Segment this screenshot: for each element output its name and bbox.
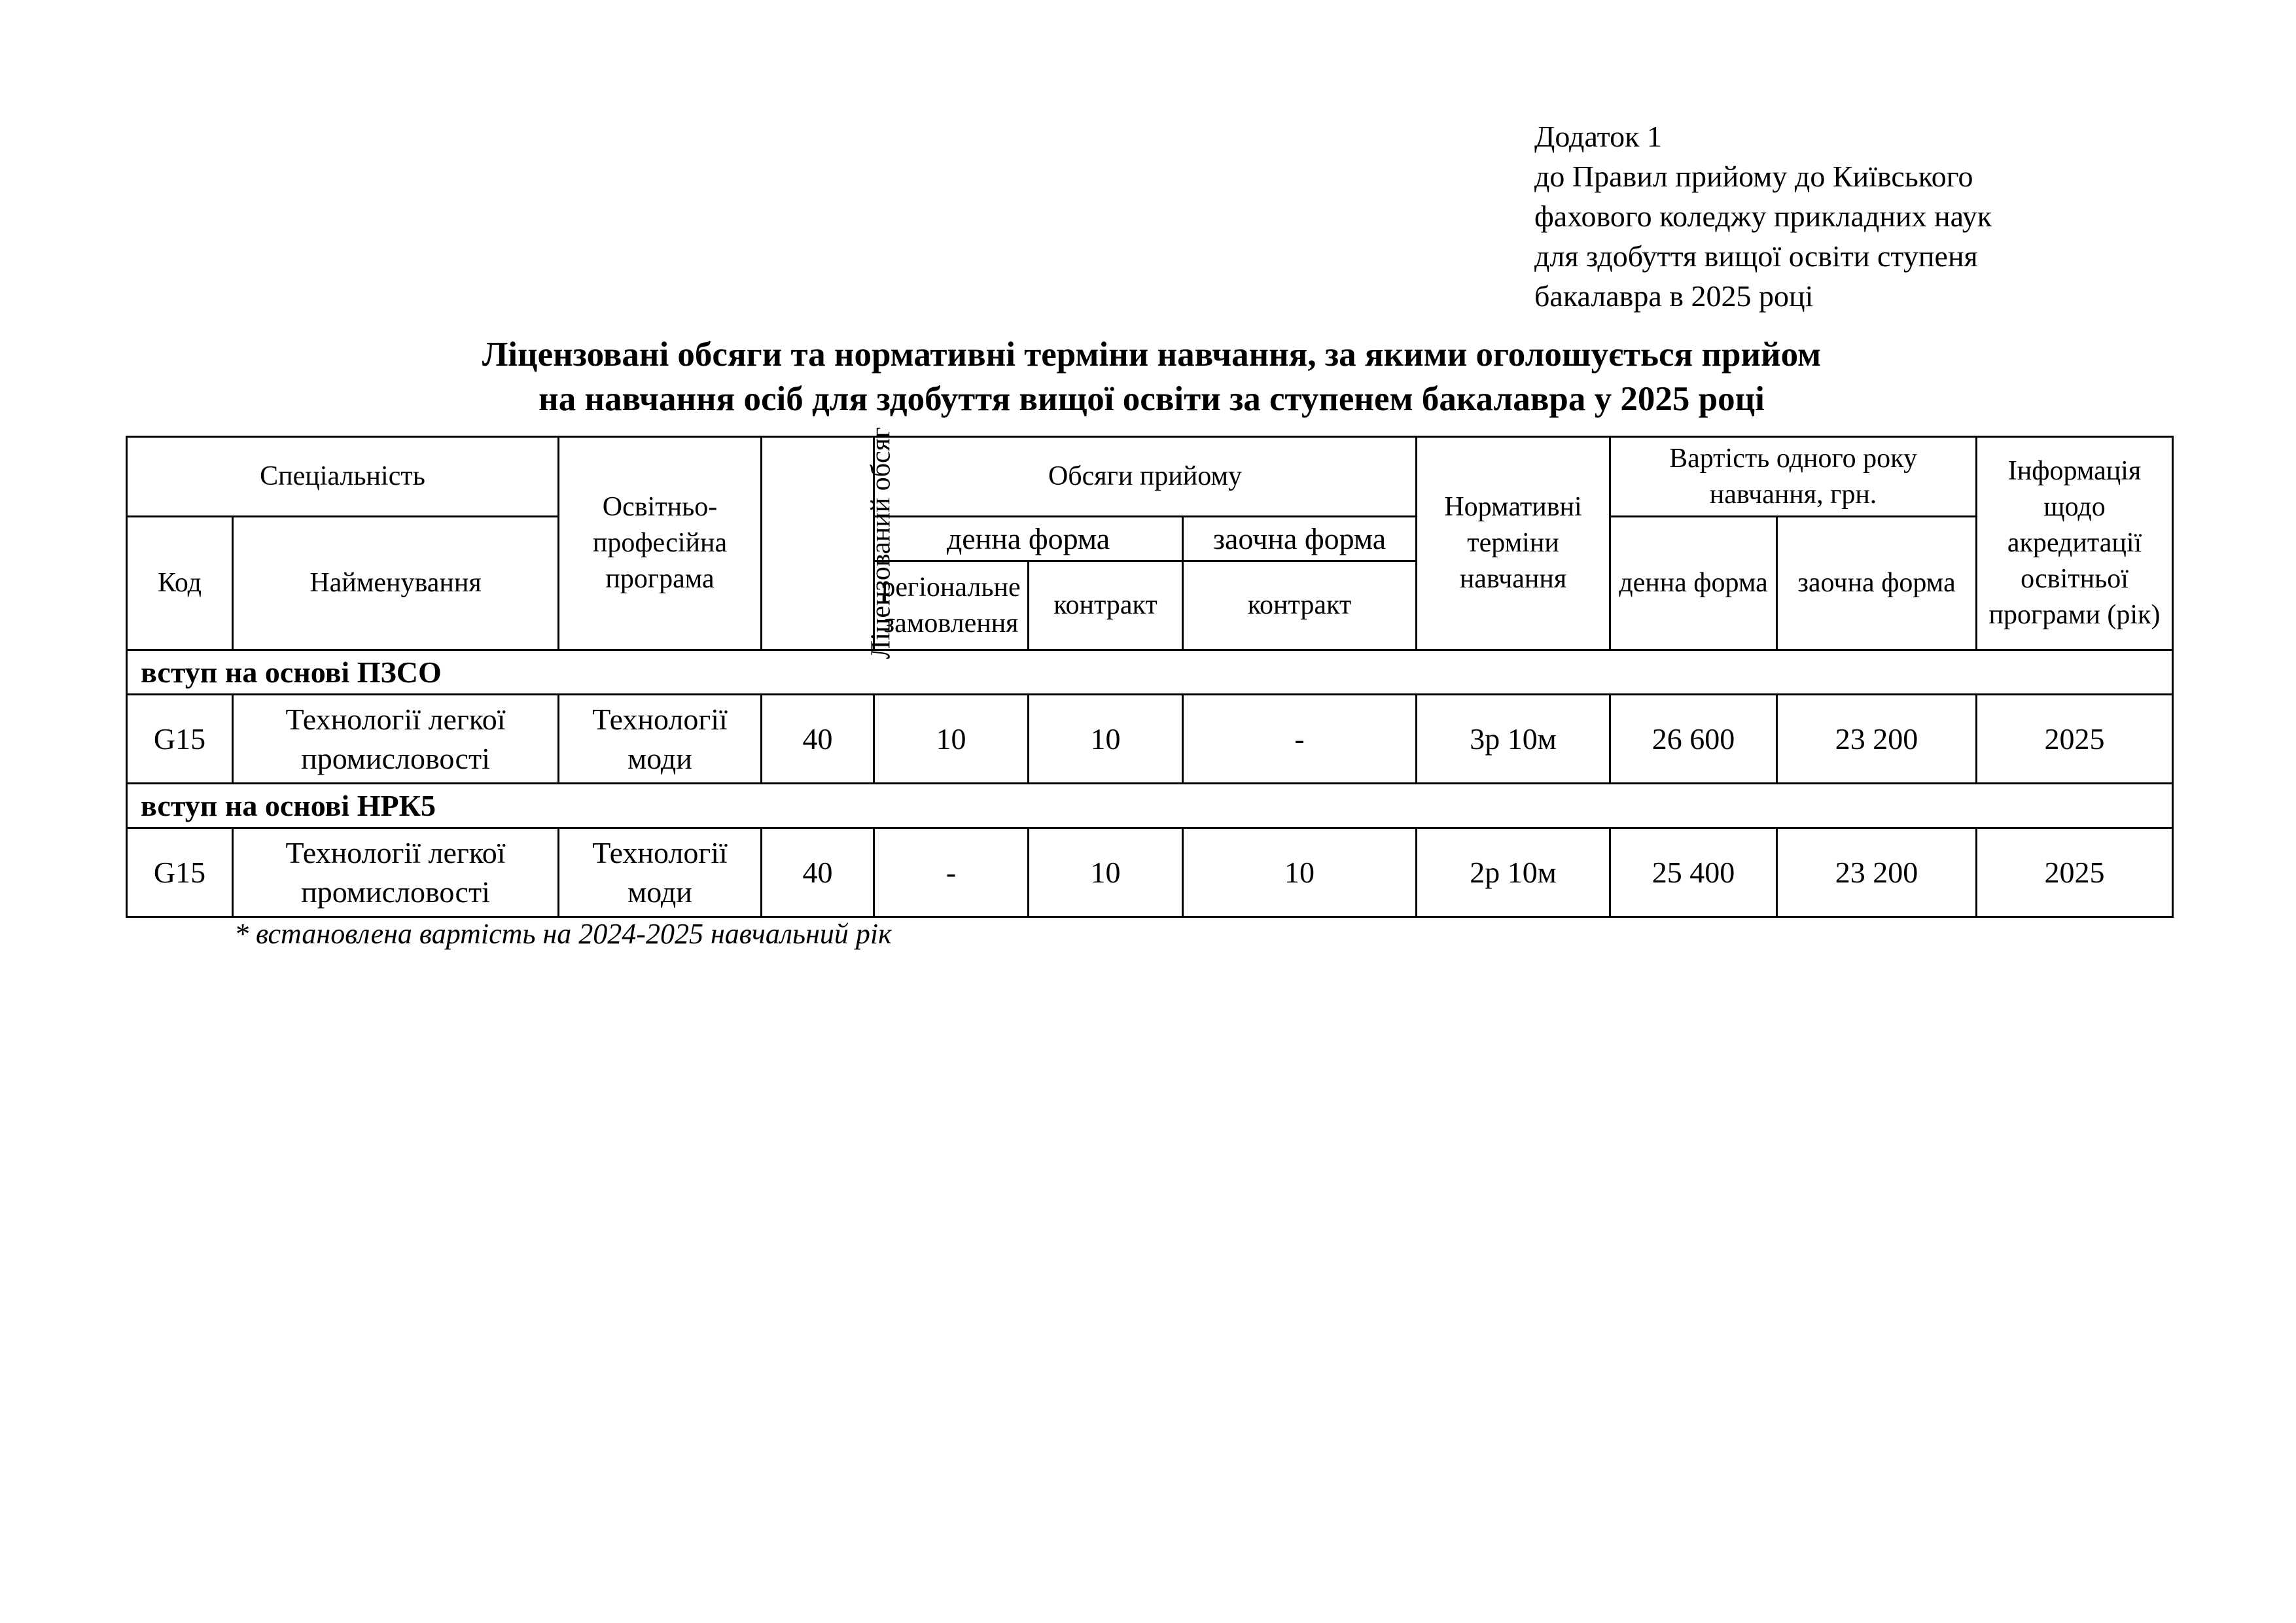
title-line: на навчання осіб для здобуття вищої освіти за ступенем бакалавра у 2025 році	[539, 380, 1765, 418]
header-code: Код	[127, 517, 233, 650]
annex-block	[1534, 116, 2123, 316]
cell-cost-day: 26 600	[1610, 695, 1777, 784]
cell-program: Технології моди	[559, 828, 762, 917]
section-header: вступ на основі НРК5	[127, 784, 2173, 828]
cell-accreditation: 2025	[1977, 695, 2173, 784]
cell-cost-extramural: 23 200	[1777, 695, 1977, 784]
cell-code: G15	[127, 828, 233, 917]
cell-cost-extramural: 23 200	[1777, 828, 1977, 917]
cell-regional: 10	[874, 695, 1029, 784]
cell-contract-day: 10	[1029, 828, 1183, 917]
annex-line: Додаток 1	[1534, 120, 1663, 153]
header-specialty: Спеціальність	[127, 437, 559, 517]
document-title	[124, 332, 2179, 421]
annex-line: до Правил прийому до Київського	[1534, 160, 1973, 193]
header-extramural-form: заочна форма	[1183, 517, 1417, 561]
annex-line: бакалавра в 2025 році	[1534, 279, 1814, 313]
title-line: Ліцензовані обсяги та нормативні терміни навчання, за якими оголошується прийом	[482, 336, 1822, 374]
cell-accreditation: 2025	[1977, 828, 2173, 917]
cell-name: Технології легкої промисловості	[233, 695, 559, 784]
header-program: Освітньо-професійна програма	[559, 437, 762, 650]
cell-code: G15	[127, 695, 233, 784]
table-row	[127, 828, 2173, 917]
header-licensed-text: Ліцензований обсяг	[866, 427, 896, 659]
cell-licensed: 40	[762, 695, 874, 784]
cell-contract-extramural: 10	[1183, 828, 1417, 917]
cell-name: Технології легкої промисловості	[233, 828, 559, 917]
section-header: вступ на основі ПЗСО	[127, 650, 2173, 695]
header-regional-order: регіональне замовлення	[874, 561, 1029, 650]
header-cost-day: денна форма	[1610, 517, 1777, 650]
cell-contract-extramural: -	[1183, 695, 1417, 784]
header-annual-cost: Вартість одного року навчання, грн.	[1610, 437, 1977, 517]
admission-table	[126, 427, 2174, 918]
annex-line: фахового коледжу прикладних наук	[1534, 200, 1992, 233]
cell-terms: 2р 10м	[1417, 828, 1610, 917]
header-contract-day: контракт	[1029, 561, 1183, 650]
cell-regional: -	[874, 828, 1029, 917]
cell-licensed: 40	[762, 828, 874, 917]
table-row	[127, 695, 2173, 784]
annex-line: для здобуття вищої освіти ступеня	[1534, 239, 1978, 273]
header-admission-volumes: Обсяги прийому	[874, 437, 1417, 517]
header-cost-extramural: заочна форма	[1777, 517, 1977, 650]
header-licensed-volume	[762, 427, 896, 659]
cell-contract-day: 10	[1029, 695, 1183, 784]
cell-terms: 3р 10м	[1417, 695, 1610, 784]
cell-program: Технології моди	[559, 695, 762, 784]
cell-cost-day: 25 400	[1610, 828, 1777, 917]
header-name: Найменування	[233, 517, 559, 650]
header-accreditation: Інформація щодо акредитації освітньої програми (рік)	[1977, 437, 2173, 650]
header-normative-terms: Нормативні терміни навчання	[1417, 437, 1610, 650]
header-day-form: денна форма	[874, 517, 1183, 561]
header-contract-extramural: контракт	[1183, 561, 1417, 650]
footnote: * встановлена вартість на 2024-2025 навчальний рік	[234, 918, 892, 950]
